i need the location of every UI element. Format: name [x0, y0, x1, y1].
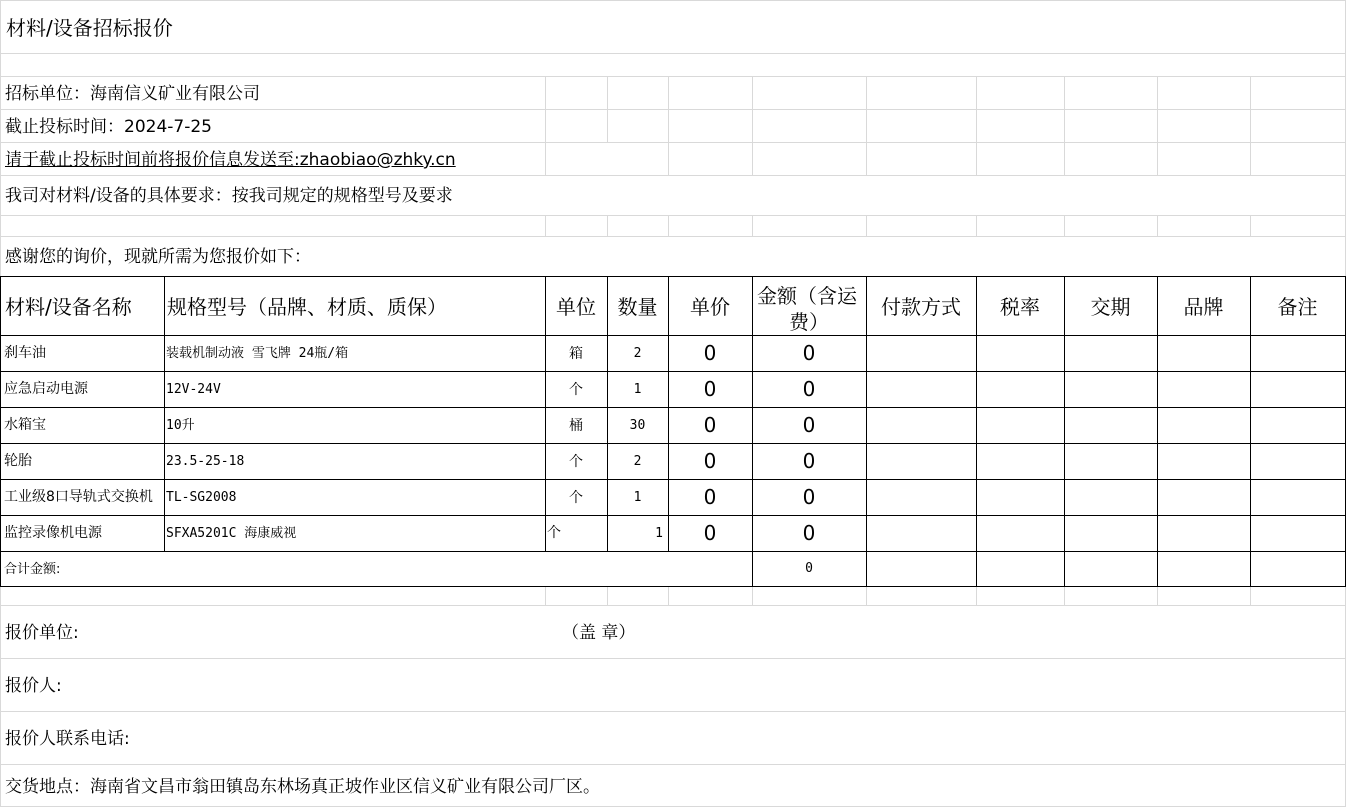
grid-col-line	[752, 586, 753, 605]
requirement-overflow-mask	[546, 176, 756, 215]
table-border	[0, 551, 1346, 552]
row-spec: 10升	[166, 418, 195, 433]
sheet-title: 材料/设备招标报价	[6, 16, 173, 40]
row-amount: 0	[802, 341, 816, 365]
row-spec: TL-SG2008	[166, 490, 237, 505]
grid-row-line	[0, 76, 1346, 77]
grid-col-line	[1157, 586, 1158, 605]
row-name: 工业级8口导轨式交换机	[4, 489, 153, 505]
row-unit: 个	[569, 490, 583, 506]
grid-row-line	[0, 711, 1346, 712]
table-border	[0, 276, 1, 587]
grid-col-line	[866, 76, 867, 175]
row-amount: 0	[802, 377, 816, 401]
grid-row-line	[0, 0, 1346, 1]
row-price: 0	[703, 413, 717, 437]
grid-col-line	[668, 586, 669, 605]
header-amount-line1: 金额（含运	[757, 284, 857, 308]
grid-row-line	[0, 605, 1346, 606]
row-qty: 1	[633, 381, 642, 397]
grid-row-line	[0, 764, 1346, 765]
row-spec: 23.5-25-18	[166, 454, 245, 469]
row-price: 0	[703, 485, 717, 509]
delivery-place: 交货地点：海南省文昌市翁田镇岛东林场真正坡作业区信义矿业有限公司厂区。	[5, 777, 600, 797]
row-price: 0	[703, 377, 717, 401]
grid-col-line	[668, 215, 669, 236]
grid-col-line	[976, 76, 977, 175]
row-amount: 0	[802, 485, 816, 509]
grid-col-line	[1157, 76, 1158, 175]
grid-col-line	[752, 76, 753, 175]
row-qty: 30	[629, 417, 646, 433]
header-amount-line2: 费）	[789, 310, 829, 334]
row-name: 应急启动电源	[4, 381, 88, 397]
row-name: 刹车油	[4, 345, 46, 361]
grid-col-line	[607, 215, 608, 236]
grid-col-line	[1250, 76, 1251, 175]
row-name: 轮胎	[4, 453, 32, 469]
header-price: 单价	[690, 295, 730, 319]
row-unit: 箱	[569, 346, 583, 362]
grid-col-line	[976, 586, 977, 605]
phone-label: 报价人联系电话:	[5, 729, 130, 749]
row-spec: SFXA5201C 海康威视	[166, 526, 297, 541]
tender-unit: 招标单位：海南信义矿业有限公司	[5, 84, 260, 104]
row-qty: 2	[633, 453, 642, 469]
row-unit: 个	[569, 454, 583, 470]
thanks-text: 感谢您的询价，现就所需为您报价如下：	[5, 247, 311, 267]
grid-col-line	[1157, 215, 1158, 236]
row-amount: 0	[802, 449, 816, 473]
grid-row-line	[0, 215, 1346, 216]
row-qty: 2	[633, 345, 642, 361]
row-price: 0	[703, 341, 717, 365]
header-payment: 付款方式	[881, 295, 961, 319]
grid-col-line	[1250, 215, 1251, 236]
grid-col-line	[1064, 215, 1065, 236]
header-name: 材料/设备名称	[5, 295, 132, 319]
send-instruction	[5, 152, 456, 169]
send-prefix: 请于截止投标时间前将报价信息发送至:	[5, 150, 300, 170]
total-value: 0	[805, 561, 813, 576]
seal-label: （盖 章）	[562, 623, 636, 643]
grid-row-line	[0, 142, 1346, 143]
row-spec: 装载机制动液 雪飞牌 24瓶/箱	[166, 346, 349, 361]
header-remark: 备注	[1277, 295, 1318, 319]
row-qty: 1	[655, 525, 663, 541]
grid-col-line	[1064, 76, 1065, 175]
email-link[interactable]: zhaobiao@zhky.cn	[299, 150, 456, 170]
row-unit: 桶	[569, 418, 583, 434]
row-amount: 0	[802, 521, 816, 545]
deadline: 截止投标时间：2024-7-25	[5, 117, 212, 137]
email-overflow-mask	[546, 143, 624, 175]
total-label: 合计金额:	[4, 562, 61, 577]
header-qty: 数量	[617, 295, 658, 319]
grid-col-line	[752, 215, 753, 236]
header-unit: 单位	[556, 295, 596, 319]
grid-col-line	[976, 215, 977, 236]
grid-col-line	[545, 215, 546, 236]
grid-col-line	[866, 215, 867, 236]
quoter-label: 报价人:	[5, 676, 62, 696]
row-qty: 1	[633, 489, 642, 505]
row-price: 0	[703, 521, 717, 545]
grid-col-line	[545, 586, 546, 605]
table-border	[164, 276, 165, 551]
row-unit: 个	[547, 525, 561, 541]
row-name: 监控录像机电源	[4, 525, 102, 541]
table-border	[0, 586, 1346, 587]
grid-row-line	[0, 236, 1346, 237]
grid-col-line	[866, 586, 867, 605]
row-price: 0	[703, 449, 717, 473]
header-brand: 品牌	[1183, 295, 1224, 319]
grid-col-line	[1064, 586, 1065, 605]
header-delivery: 交期	[1090, 295, 1131, 319]
grid-row-line	[0, 109, 1346, 110]
header-spec: 规格型号（品牌、材质、质保）	[167, 295, 447, 319]
row-name: 水箱宝	[4, 417, 46, 433]
grid-col-line	[607, 586, 608, 605]
quote-unit-label: 报价单位:	[5, 623, 79, 643]
grid-row-line	[0, 53, 1346, 54]
grid-row-line	[0, 658, 1346, 659]
row-amount: 0	[802, 413, 816, 437]
requirement: 我司对材料/设备的具体要求：按我司规定的规格型号及要求	[5, 186, 453, 206]
header-tax: 税率	[1000, 295, 1040, 319]
row-unit: 个	[569, 382, 583, 398]
grid-col-line	[668, 76, 669, 175]
row-spec: 12V-24V	[166, 382, 221, 397]
grid-col-line	[1250, 586, 1251, 605]
